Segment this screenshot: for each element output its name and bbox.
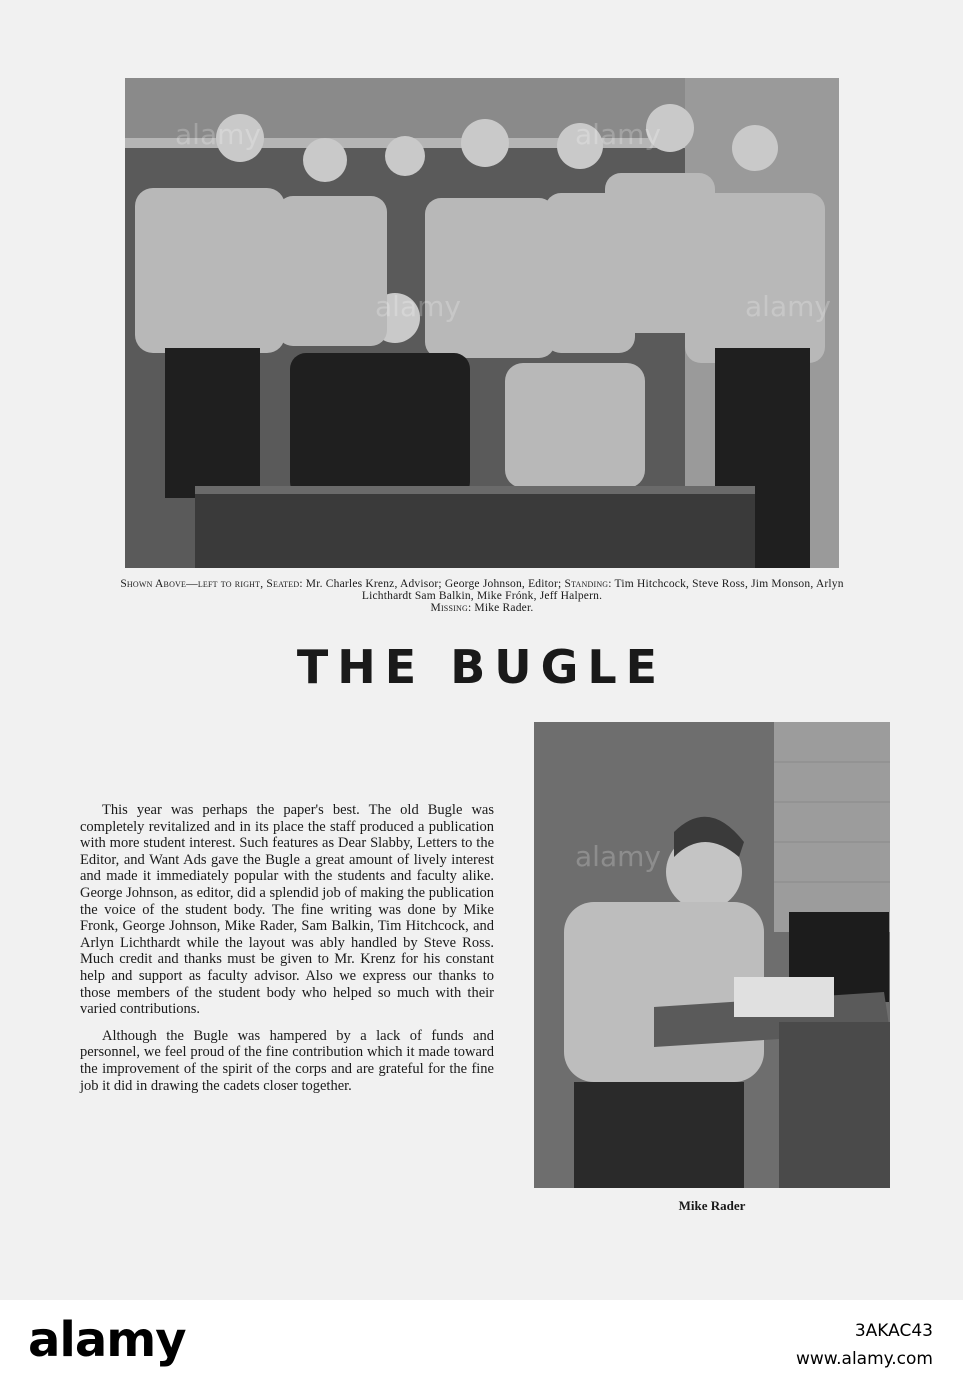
caption-lead: Shown Above: [120, 578, 187, 590]
page-title: THE BUGLE: [296, 640, 667, 694]
caption-missing-label: Missing: [430, 602, 468, 614]
watermark-3: alamy: [375, 290, 461, 323]
caption-seated-text: : Mr. Charles Krenz, Advisor; George Johnson, Editor;: [299, 578, 565, 590]
caption-dash: —: [186, 578, 198, 590]
photo-label: Mike Rader: [678, 1198, 746, 1213]
mike-rader-photo: [534, 722, 890, 1188]
article-paragraph-2: Although the Bugle was hampered by a lack of funds and personnel, we feel proud of the fine contribution which it made toward the improvement of the spirit of the corps and are grateful for the fine job it did in drawing the cadets closer together.: [80, 1027, 494, 1094]
article-body: [80, 802, 494, 1104]
photo-caption: [118, 578, 846, 614]
watermark-1: alamy: [175, 118, 261, 151]
watermark-2: alamy: [575, 118, 661, 151]
caption-direction: left to right: [197, 578, 261, 590]
watermark-5: alamy: [575, 840, 661, 873]
caption-seated-label: , Seated: [260, 578, 300, 590]
alamy-logo: alamy: [28, 1312, 186, 1368]
caption-standing-text: : Tim Hitchcock, Steve Ross, Jim Monson, Arlyn Lichthardt Sam Balkin, Mike Frónk, Jeff Halpern.: [361, 578, 844, 602]
caption-standing-label: Standing: [564, 578, 609, 590]
staff-group-photo: [125, 78, 839, 568]
watermark-4: alamy: [745, 290, 831, 323]
image-id: 3AKAC43: [854, 1321, 933, 1341]
article-paragraph-1: This year was perhaps the paper's best. The old Bugle was completely revitalized and in its place the staff produced a publication with more student interest. Such features as Dear Slabby, Letters to the Editor, and Want Ads gave the Bugle a great amount of lively interest and made it immediately popular with the students and faculty alike. George Johnson, as editor, did a splendid job of making the publication the voice of the student body. The fine writing was done by Mike Fronk, George Johnson, Mike Rader, Sam Balkin, Tim Hitchcock, and Arlyn Lichthardt while the layout was ably handled by Steve Ross. Much credit and thanks must be given to Mr. Krenz for his constant help and support as faculty advisor. Also we express our thanks to those members of the student body who helped so much with their varied contributions.: [80, 802, 494, 1018]
site-url: www.alamy.com: [795, 1349, 933, 1369]
caption-missing-text: : Mike Rader.: [467, 602, 534, 614]
